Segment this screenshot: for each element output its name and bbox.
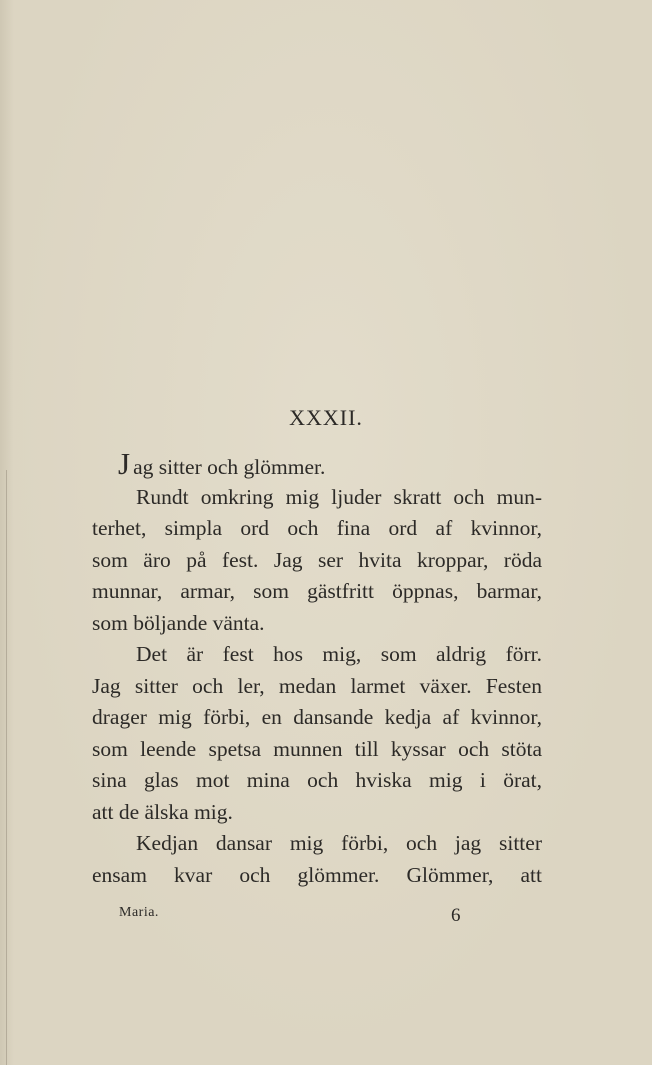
text-line-6: som böljande vänta. (92, 610, 265, 635)
text-line-7: Det är fest hos mig, som aldrig förr. (136, 642, 542, 666)
line-1-text: ag sitter och glömmer. (133, 455, 326, 479)
chapter-heading: XXXII. (289, 405, 363, 430)
signature-mark: Maria. (119, 905, 159, 920)
page-edge-shadow (6, 470, 7, 1065)
text-line-4: som äro på fest. Jag ser hvita kroppar, röda (92, 547, 542, 572)
body-text (92, 446, 542, 891)
text-line-1 (92, 446, 542, 482)
text-line-12: att de älska mig. (92, 799, 233, 824)
drop-cap: J (118, 446, 131, 481)
text-line-9: drager mig förbi, en dansande kedja af kvinnor, (92, 705, 542, 729)
sheet-number: 6 (451, 905, 461, 926)
text-line-14: ensam kvar och glömmer. Glömmer, att (92, 862, 542, 887)
text-line-10: som leende spetsa munnen till kyssar och stöta (92, 736, 542, 761)
text-line-5: munnar, armar, som gästfritt öppnas, barmar, (92, 579, 542, 603)
text-line-11: sina glas mot mina och hviska mig i örat, (92, 768, 542, 792)
text-line-13: Kedjan dansar mig förbi, och jag sitter (136, 831, 542, 855)
text-line-2: Rundt omkring mig ljuder skratt och mun- (136, 484, 542, 509)
text-line-3: terhet, simpla ord och fina ord af kvinnor, (92, 516, 542, 540)
text-line-8: Jag sitter och ler, medan larmet växer. Festen (92, 673, 542, 698)
